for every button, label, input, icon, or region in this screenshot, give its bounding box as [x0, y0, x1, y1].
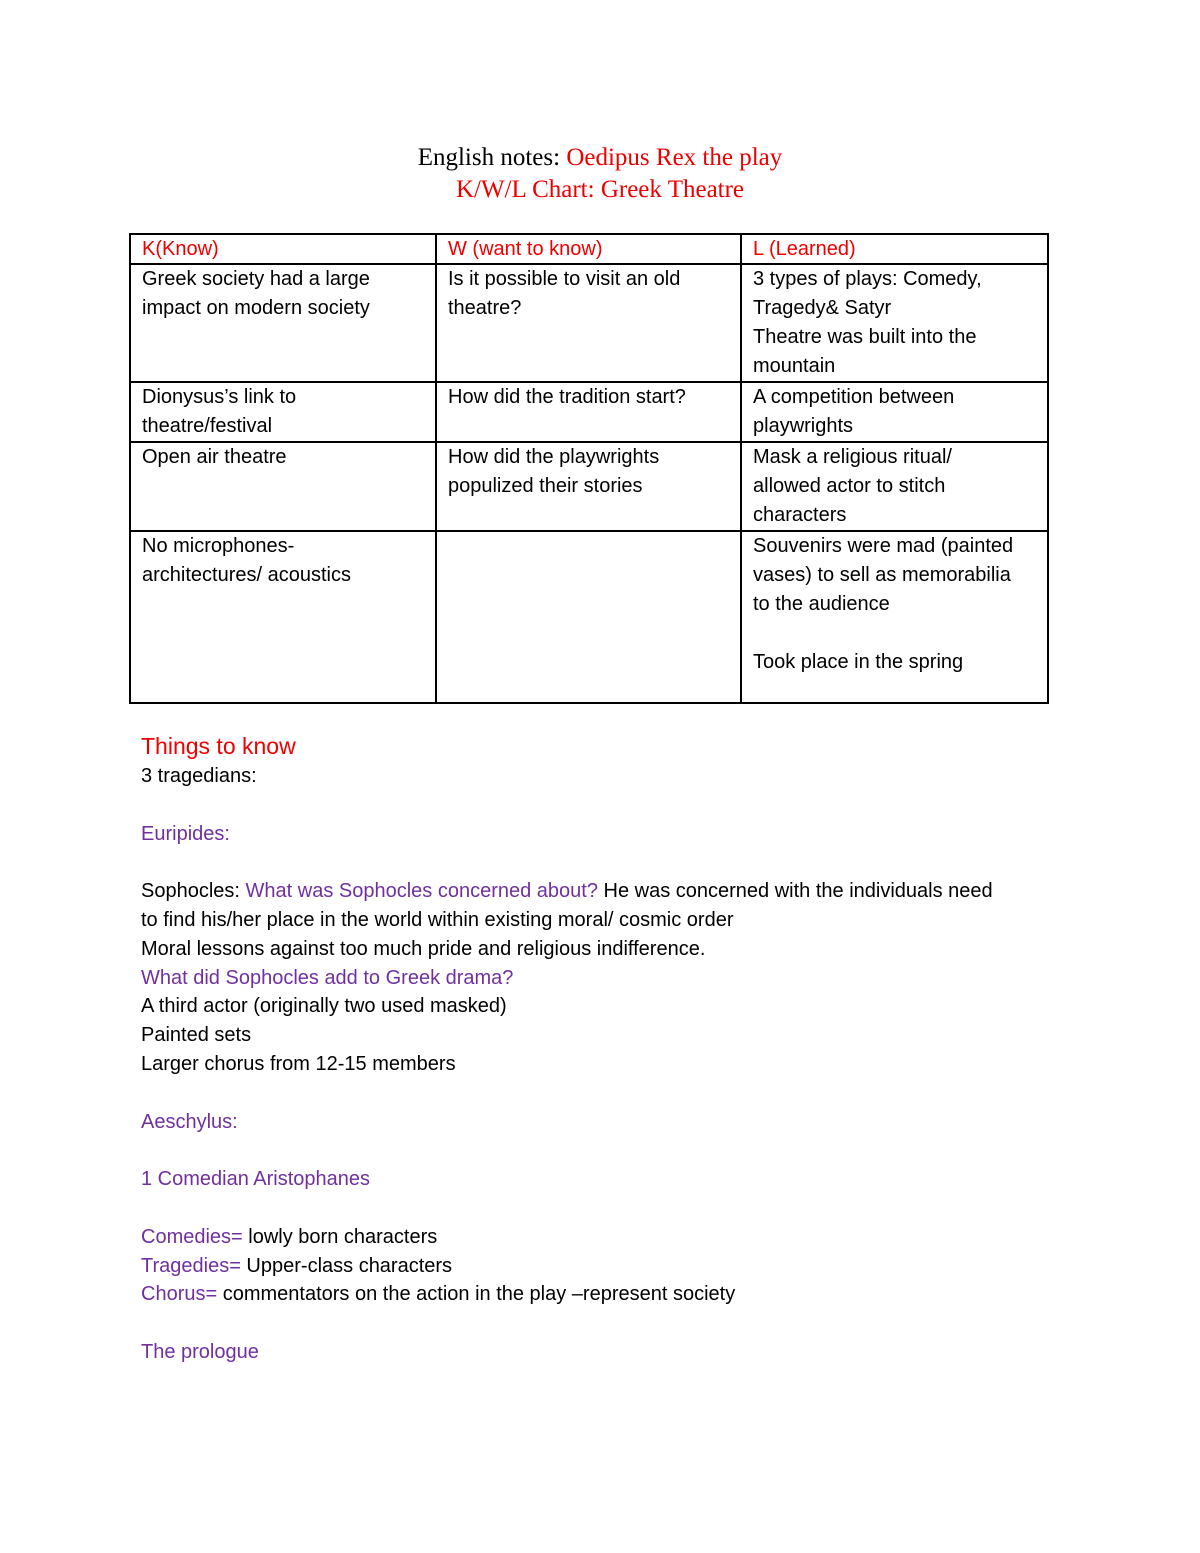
blank-line — [141, 1079, 1071, 1108]
euripides-heading: Euripides: — [141, 822, 230, 845]
add-question: What did Sophocles add to Greek drama? — [141, 966, 514, 989]
sophocles-answer-continued: to find his/her place in the world within existing moral/ cosmic order — [141, 908, 734, 931]
cell-line: 3 types of plays: Comedy, — [753, 268, 982, 290]
cell-line: allowed actor to stitch — [753, 475, 946, 497]
chorus-label: Chorus= — [141, 1283, 218, 1306]
cell-line: How did the playwrights — [448, 446, 660, 468]
sophocles-answer: He was concerned with the individuals need — [597, 880, 993, 903]
kwl-chart — [129, 233, 1049, 704]
cell-line: Is it possible to visit an old — [448, 268, 681, 290]
cell-line: characters — [753, 504, 847, 526]
table-cell-learned — [741, 442, 1048, 531]
table-row — [130, 531, 1048, 703]
chorus-text: commentators on the action in the play –represent society — [217, 1283, 736, 1306]
blank-line — [141, 791, 1071, 820]
table-cell-learned — [741, 264, 1048, 382]
cell-line: Tragedy& Satyr — [753, 297, 892, 319]
addition-item: Larger chorus from 12-15 members — [141, 1052, 456, 1075]
blank-line — [141, 1136, 1071, 1165]
addition-item: Painted sets — [141, 1024, 252, 1047]
notes-section — [141, 730, 1071, 1367]
table-cell-want — [436, 442, 741, 531]
cell-line: Mask a religious ritual/ — [753, 446, 952, 468]
table-cell-want — [436, 264, 741, 382]
cell-line: Open air theatre — [142, 446, 287, 468]
title-highlight: Oedipus Rex the play — [566, 144, 783, 171]
cell-line: Took place in the spring — [753, 651, 964, 673]
cell-line: theatre/festival — [142, 415, 273, 437]
cell-line: architectures/ acoustics — [142, 564, 351, 586]
table-cell-learned — [741, 382, 1048, 442]
comedies-label: Comedies= — [141, 1225, 243, 1248]
page-subtitle: K/W/L Chart: Greek Theatre — [455, 176, 745, 203]
cell-line: A competition between — [753, 386, 955, 408]
page-title — [0, 142, 1200, 174]
cell-line: How did the tradition start? — [448, 386, 686, 408]
cell-line: populized their stories — [448, 475, 643, 497]
column-header-want: W (want to know) — [436, 234, 741, 264]
column-header-know: K(Know) — [130, 234, 436, 264]
table-cell-know — [130, 382, 436, 442]
cell-line: Dionysus’s link to — [142, 386, 297, 408]
addition-item: A third actor (originally two used masked) — [141, 995, 507, 1018]
cell-line: impact on modern society — [142, 297, 370, 319]
comedies-line — [141, 1223, 1071, 1252]
table-row — [130, 264, 1048, 382]
blank-line — [141, 1309, 1071, 1338]
chorus-line — [141, 1280, 1071, 1309]
sophocles-label: Sophocles: — [141, 880, 246, 903]
tragedies-label: Tragedies= — [141, 1254, 241, 1277]
table-cell-want — [436, 531, 741, 703]
cell-line: Souvenirs were mad (painted — [753, 535, 1014, 557]
table-cell-know — [130, 264, 436, 382]
table-cell-know — [130, 531, 436, 703]
things-to-know-heading: Things to know — [141, 733, 296, 759]
column-header-learned: L (Learned) — [741, 234, 1048, 264]
comedies-text: lowly born characters — [242, 1225, 438, 1248]
table-row — [130, 442, 1048, 531]
cell-line: Theatre was built into the — [753, 326, 977, 348]
cell-line: playwrights — [753, 415, 854, 437]
cell-line: theatre? — [448, 297, 522, 319]
blank-line — [141, 1194, 1071, 1223]
aeschylus-heading: Aeschylus: — [141, 1110, 238, 1133]
tragedies-text: Upper-class characters — [240, 1254, 453, 1277]
cell-line: vases) to sell as memorabilia — [753, 564, 1011, 586]
table-cell-know — [130, 442, 436, 531]
cell-line: No microphones- — [142, 535, 295, 557]
table-header-row — [130, 234, 1048, 264]
cell-line: Greek society had a large — [142, 268, 370, 290]
moral-lessons-line: Moral lessons against too much pride and religious indifference. — [141, 937, 706, 960]
cell-blank-line — [753, 619, 1041, 648]
comedian-heading: 1 Comedian Aristophanes — [141, 1168, 371, 1191]
cell-line: mountain — [753, 355, 836, 377]
tragedies-line — [141, 1252, 1071, 1281]
prologue-heading: The prologue — [141, 1340, 259, 1363]
tragedians-line: 3 tragedians: — [141, 765, 257, 787]
table-cell-learned — [741, 531, 1048, 703]
table-row — [130, 382, 1048, 442]
cell-line: to the audience — [753, 593, 890, 615]
sophocles-line — [141, 877, 1071, 906]
sophocles-question: What was Sophocles concerned about? — [245, 880, 598, 903]
title-prefix: English notes: — [417, 144, 567, 171]
table-cell-want — [436, 382, 741, 442]
blank-line — [141, 848, 1071, 877]
